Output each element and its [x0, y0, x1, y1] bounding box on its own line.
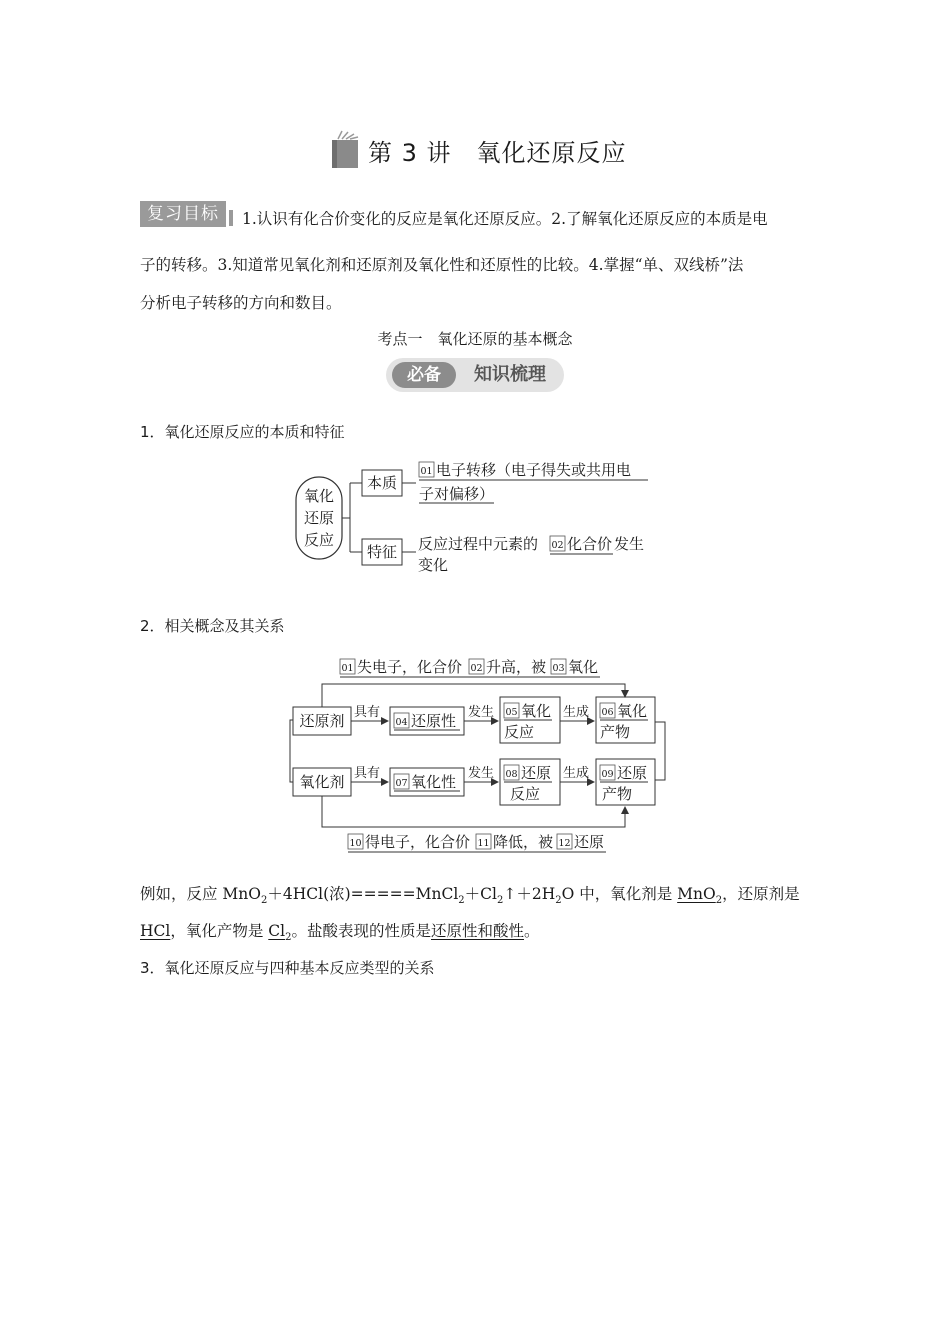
oxidation-reaction-2: 反应: [504, 723, 535, 741]
feature-label: 特征: [366, 543, 398, 561]
num-06: 06: [601, 707, 614, 718]
example-line-2: HCl，氧化产物是 $Cl_2$。盐酸表现的性质是还原性和酸性。: [140, 922, 540, 944]
essence-label: 本质: [366, 474, 398, 492]
page-title: 第 3 讲 氧化还原反应: [368, 138, 627, 167]
section-3-heading: 3．氧化还原反应与四种基本反应类型的关系: [140, 959, 435, 977]
oxidation-reaction-1: 氧化: [521, 702, 552, 720]
book-icon: [330, 130, 360, 170]
feature-text-after: 发生: [614, 535, 645, 553]
num-01: 01: [420, 466, 433, 477]
num-02: 02: [551, 540, 564, 551]
essence-diagram: [280, 455, 680, 585]
top-text-1: 失电子，化合价: [357, 658, 463, 676]
root-text-1: 氧化: [303, 487, 335, 505]
num-01b: 01: [341, 663, 354, 674]
root-text-3: 反应: [303, 531, 335, 549]
num-02b: 02: [470, 663, 483, 674]
root-text-2: 还原: [303, 509, 335, 527]
num-09: 09: [601, 769, 614, 780]
oxidation-product-1: 氧化: [617, 702, 648, 720]
oxidation-product-2: 产物: [600, 723, 631, 741]
top-text-3: 氧化: [568, 658, 599, 676]
objectives-badge: 复习目标: [140, 201, 226, 227]
essence-answer-line-2: 子对偏移）: [419, 485, 495, 503]
reductant-label: 还原剂: [299, 712, 345, 730]
section-2-heading: 2．相关概念及其关系: [140, 617, 285, 635]
answer-properties: 还原性和酸性: [431, 922, 525, 940]
topic-heading: 考点一 氧化还原的基本概念: [377, 330, 573, 348]
bottom-text-1: 得电子，化合价: [365, 833, 471, 851]
feature-line-2: 变化: [418, 556, 449, 574]
num-04: 04: [395, 717, 408, 728]
num-08: 08: [505, 769, 518, 780]
reducibility-label: 还原性: [411, 712, 457, 730]
feature-text-before: 反应过程中元素的: [418, 535, 539, 553]
objectives-line-2: 子的转移。3.知道常见氧化剂和还原剂及氧化性和还原性的比较。4.掌握“单、双线桥”法: [140, 256, 744, 274]
num-10: 10: [349, 838, 362, 849]
answer-oxidation-product: $Cl_2$: [268, 922, 292, 944]
reduction-reaction-1: 还原: [521, 764, 552, 782]
row2-arrow3: 生成: [563, 766, 590, 781]
page-title-row: [330, 128, 627, 172]
example-line-1: 例如，反应 MnO$_2$＋4HCl(浓)$=====MnCl_2+Cl_2↑+2H_2O$ 中，氧化剂是 MnO$_2$，还原剂是: [140, 885, 800, 907]
row1-arrow3: 生成: [563, 705, 590, 720]
concept-diagram: [280, 650, 680, 860]
row1-arrow2: 发生: [468, 705, 495, 720]
bottom-text-3: 还原: [574, 833, 605, 851]
badge-marker: [229, 210, 233, 226]
pill-left-label: 必备: [392, 362, 456, 388]
num-11: 11: [477, 838, 490, 849]
objectives-line-3: 分析电子转移的方向和数目。: [140, 294, 342, 312]
num-12: 12: [558, 838, 571, 849]
num-07: 07: [395, 778, 408, 789]
essence-answer-line-1: 电子转移（电子得失或共用电: [436, 461, 632, 479]
bottom-text-2: 降低，被: [493, 833, 554, 851]
pill-right-label: 知识梳理: [474, 364, 546, 385]
num-03: 03: [552, 663, 565, 674]
oxidizability-label: 氧化性: [411, 773, 457, 791]
reduction-product-1: 还原: [617, 764, 648, 782]
section-1-heading: 1．氧化还原反应的本质和特征: [140, 423, 345, 441]
row2-arrow1: 具有: [354, 766, 381, 781]
feature-highlight: 化合价: [567, 535, 613, 553]
reduction-product-2: 产物: [602, 785, 633, 803]
objectives-line-1: 1.认识有化合价变化的反应是氧化还原反应。2.了解氧化还原反应的本质是电: [242, 210, 768, 228]
oxidant-label: 氧化剂: [299, 773, 345, 791]
num-05: 05: [505, 707, 518, 718]
row2-arrow2: 发生: [468, 766, 495, 781]
reduction-reaction-2: 反应: [510, 785, 541, 803]
answer-reductant: HCl: [140, 922, 171, 940]
answer-oxidant: MnO$_2$: [677, 885, 723, 907]
top-text-2: 升高，被: [486, 658, 547, 676]
row1-arrow1: 具有: [354, 705, 381, 720]
